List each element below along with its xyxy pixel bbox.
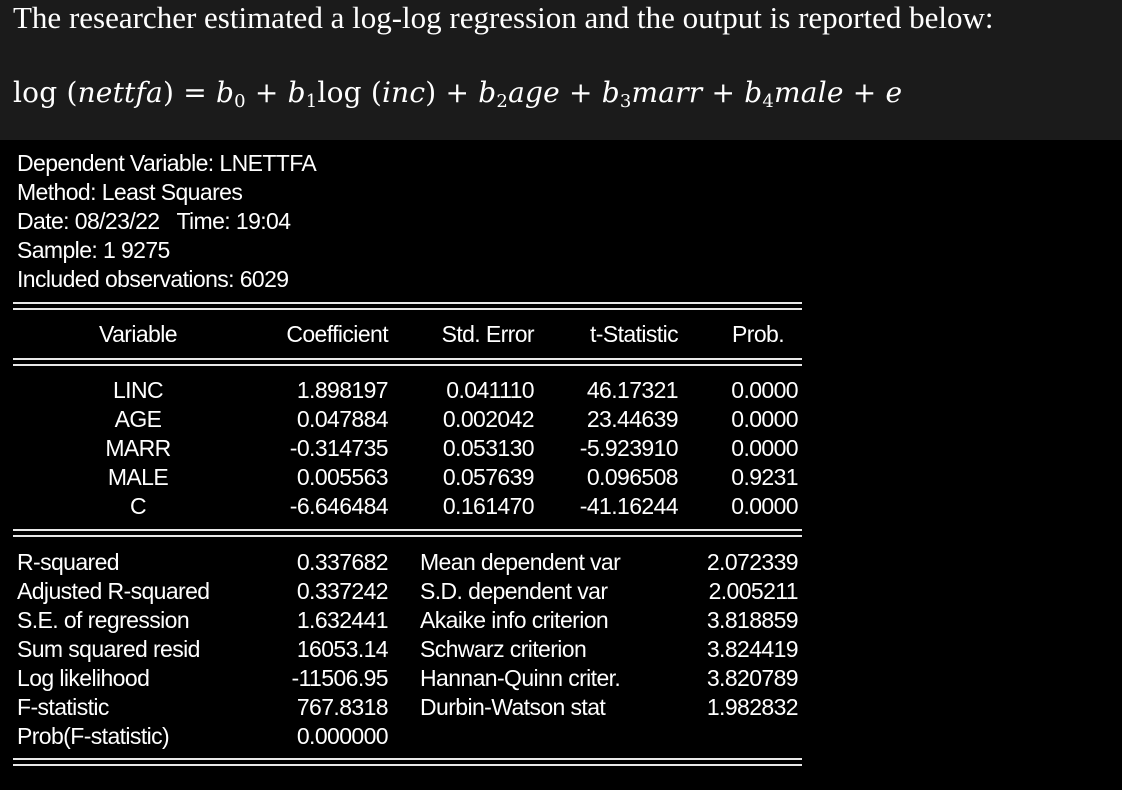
regression-output: [0, 140, 1122, 790]
eq-plus-2: +: [445, 76, 470, 109]
sample: Sample: 1 9275: [17, 237, 170, 263]
row-prob: 0.9231: [731, 464, 798, 490]
stat-value: 0.000000: [296, 723, 388, 749]
stat-label: Adjusted R-squared: [17, 578, 210, 604]
row-coefficient: 0.005563: [296, 464, 388, 490]
row-prob: 0.0000: [731, 435, 798, 461]
row-coefficient: 1.898197: [296, 377, 388, 403]
stat-label: Akaike info criterion: [420, 607, 609, 633]
eq-error: e: [885, 76, 903, 109]
row-t-statistic: -41.16244: [579, 493, 678, 519]
eq-b0-sub: 0: [234, 91, 246, 112]
eq-plus-3: +: [568, 76, 593, 109]
stat-label: Mean dependent var: [420, 549, 621, 575]
eq-log: log: [13, 76, 58, 109]
row-std-error: 0.002042: [442, 406, 534, 432]
eq-marr: marr: [631, 76, 703, 109]
table-header-rule: [13, 358, 802, 366]
eq-b4: b: [744, 76, 763, 109]
row-prob: 0.0000: [731, 493, 798, 519]
col-header-variable: Variable: [99, 321, 177, 347]
row-variable: LINC: [112, 377, 163, 403]
stat-label: Schwarz criterion: [420, 636, 587, 662]
eq-inc: inc: [382, 76, 426, 109]
stat-value: 3.820789: [706, 665, 798, 691]
eq-nettfa: nettfa: [77, 76, 163, 109]
stat-value: 3.824419: [706, 636, 798, 662]
method: Method: Least Squares: [17, 179, 243, 205]
eq-b2-sub: 2: [496, 91, 509, 112]
eq-b2: b: [478, 76, 497, 109]
col-header-coefficient: Coefficient: [286, 321, 388, 347]
stat-label: Sum squared resid: [17, 636, 200, 662]
eq-age: age: [508, 76, 560, 109]
eq-equals: =: [183, 76, 207, 109]
row-t-statistic: 0.096508: [586, 464, 678, 490]
eq-b1-sub: 1: [305, 91, 318, 112]
row-variable: C: [129, 493, 146, 519]
stat-value: 1.632441: [296, 607, 388, 633]
dependent-variable: Dependent Variable: LNETTFA: [17, 150, 317, 176]
stat-value: 16053.14: [296, 636, 388, 662]
stats-bottom-rule: [13, 758, 802, 766]
stat-value: 1.982832: [706, 694, 798, 720]
stat-label: Durbin-Watson stat: [420, 694, 606, 720]
eq-b4-sub: 4: [762, 91, 775, 112]
row-prob: 0.0000: [731, 406, 798, 432]
regression-equation: log (nettfa) = $b_0 + b_1\log$ $(inc) + b_2age$ + $b_3marr$ + $b_4male + e$: [13, 76, 903, 112]
stat-label: Log likelihood: [17, 665, 150, 691]
row-std-error: 0.041110: [446, 377, 534, 403]
col-header-std-error: Std. Error: [441, 321, 534, 347]
row-variable: MARR: [105, 435, 171, 461]
eq-plus-1: +: [254, 76, 279, 109]
stat-value: 0.337682: [296, 549, 388, 575]
row-coefficient: -6.646484: [289, 493, 388, 519]
stat-label: R-squared: [17, 549, 119, 575]
stat-value: -11506.95: [291, 665, 388, 691]
row-t-statistic: -5.923910: [579, 435, 678, 461]
eq-male: male: [774, 76, 844, 109]
stat-value: 0.337242: [296, 578, 388, 604]
eq-log-2: log: [317, 76, 362, 109]
eq-plus-4: +: [711, 76, 736, 109]
stat-value: 2.072339: [706, 549, 798, 575]
date-time: Date: 08/23/22 Time: 19:04: [17, 208, 291, 234]
row-prob: 0.0000: [731, 377, 798, 403]
intro-text: The researcher estimated a log-log regression and the output is reported below:: [13, 0, 994, 35]
row-std-error: 0.161470: [442, 493, 534, 519]
stat-label: S.E. of regression: [17, 607, 190, 633]
table-bottom-rule: [13, 529, 802, 537]
stat-label: Hannan-Quinn criter.: [420, 665, 621, 691]
stat-label: F-statistic: [17, 694, 109, 720]
stat-label: S.D. dependent var: [420, 578, 608, 604]
stat-label: Prob(F-statistic): [17, 723, 170, 749]
row-variable: AGE: [114, 406, 162, 432]
eq-plus-5: +: [852, 76, 877, 109]
stat-value: 767.8318: [296, 694, 388, 720]
question-header: [0, 0, 1122, 140]
row-t-statistic: 23.44639: [586, 406, 678, 432]
row-coefficient: 0.047884: [296, 406, 388, 432]
eq-b1: b: [287, 76, 306, 109]
stat-value: 2.005211: [708, 578, 798, 604]
row-coefficient: -0.314735: [289, 435, 388, 461]
stat-value: 3.818859: [706, 607, 798, 633]
eq-b3-sub: 3: [619, 91, 632, 112]
row-t-statistic: 46.17321: [586, 377, 678, 403]
eq-b0: b: [215, 76, 235, 109]
row-std-error: 0.053130: [442, 435, 534, 461]
row-std-error: 0.057639: [442, 464, 534, 490]
col-header-prob: Prob.: [732, 321, 784, 347]
eq-b3: b: [601, 76, 620, 109]
included-observations: Included observations: 6029: [17, 266, 289, 292]
table-top-rule: [13, 302, 802, 310]
row-variable: MALE: [107, 464, 169, 490]
col-header-t-statistic: t-Statistic: [590, 321, 678, 347]
